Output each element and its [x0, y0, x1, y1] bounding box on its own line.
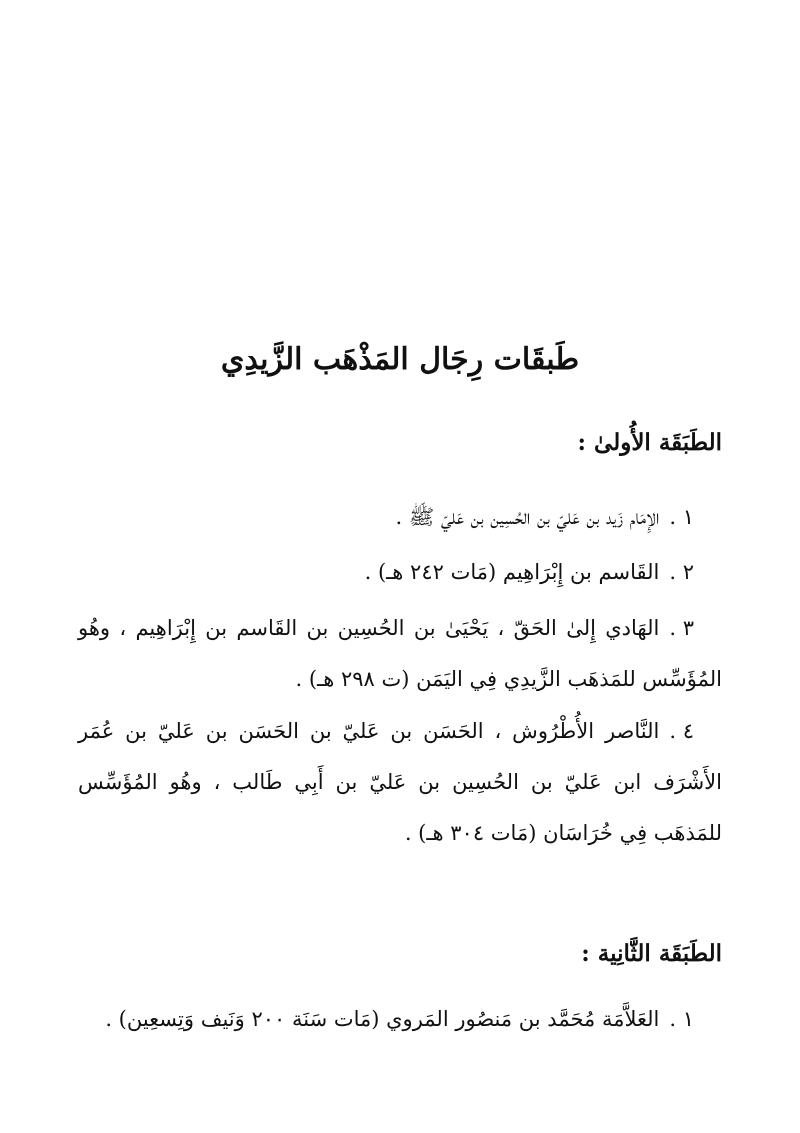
list-item-text: الإِمَام زَيد بن عَليّ بن الحُسِين بن عَليّ ﷺ .	[395, 505, 660, 529]
list-item	[78, 603, 722, 705]
list-item-number: ١ .	[669, 505, 694, 529]
list-item-text: العَلاَّمَة مُحَمَّد بن مَنصُور المَروي (مَات سَنَة ٢٠٠ وَنَيف وَتِسعِين) .	[105, 1007, 660, 1031]
section-heading-first-class: الطَبَقَة الأُولىٰ :	[577, 429, 722, 456]
page-title: طَبقَات رِجَال المَذْهَب الزَّيدِي	[220, 342, 580, 377]
section-heading-second-class: الطَبَقَة الثَّانِية :	[581, 940, 722, 967]
list-item	[78, 547, 722, 598]
list-item-number: ٣ .	[669, 616, 694, 640]
list-item-text: الهَادي إِلىٰ الحَقّ ، يَحْيَىٰ بن الحُسِين بن القَاسم بن إِبْرَاهِيم ، وهُو المُؤَسِّس للمَذهَب الزَّيدِي فِي اليَمَن (ت ٢٩٨ هـ) .	[78, 616, 722, 691]
list-item-text: النَّاصر الأُطْرُوش ، الحَسَن بن عَليّ بن الحَسَن بن عَليّ بن عُمَر الأَشْرَف ابن عَليّ بن الحُسِين بن عَليّ بن أَبِي طَالب ، وهُو المُؤَسِّس للمَذهَب فِي خُرَاسَان (مَات ٣٠٤ هـ) .	[78, 719, 722, 845]
document-page	[78, 0, 722, 1133]
list-item	[78, 492, 722, 543]
list-item-number: ٢ .	[669, 560, 694, 584]
list-item	[78, 706, 722, 859]
list-item	[78, 994, 722, 1045]
list-item-number: ٤ .	[669, 719, 694, 743]
list-item-text: القَاسم بن إِبْرَاهِيم (مَات ٢٤٢ هـ) .	[364, 560, 660, 584]
list-item-number: ١ .	[669, 1007, 694, 1031]
